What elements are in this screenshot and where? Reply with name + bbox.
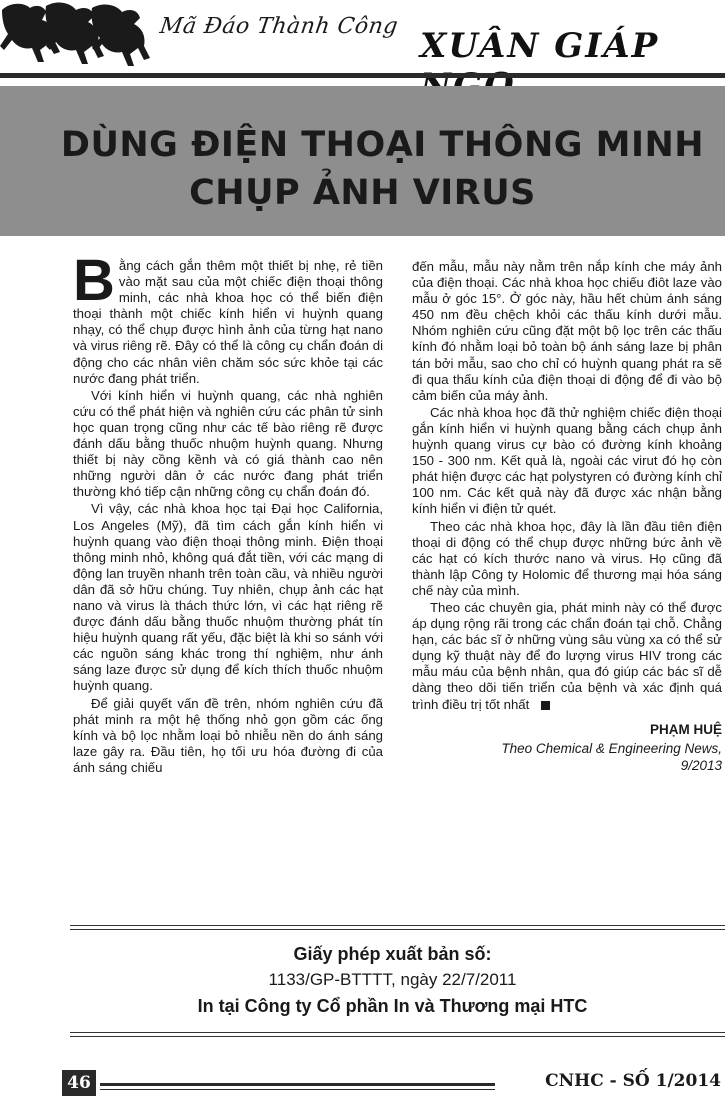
article-paragraph: Với kính hiển vi huỳnh quang, các nhà nghiên cứu có thể phát hiện và nghiên cứu các phân tử sinh học quan trọng cũng như các tế bào riêng rẽ được đánh dấu bằng thuốc nhuộm huỳnh quang. Nhưng thiết bị này cồng kềnh và có giá thành cao nên những người dân ở các nước đang phát triển thường khó tiếp cận những công cụ chẩn đoán đó.: [73, 387, 383, 500]
source-line-1: Theo Chemical & Engineering News,: [501, 740, 722, 756]
bottom-rule: [100, 1083, 495, 1086]
article-paragraph: Bằng cách gắn thêm một thiết bị nhẹ, rẻ tiền vào mặt sau của một chiếc điện thoại thông minh, các nhà khoa học có thể biến điện thoại thành một chiếc kính hiển vi huỳnh quang nhạy, có thể chụp được hình ảnh của từng hạt nano và virus riêng rẽ. Đây có thể là công cụ chẩn đoán di động cho các nhân viên chăm sóc sức khỏe tại các nước đang phát triển.: [73, 248, 383, 386]
article-paragraph: Theo các chuyên gia, phát minh này có thể được áp dụng rộng rãi trong các chẩn đoán tại chỗ. Chẳng hạn, các bác sĩ ở những vùng sâu vùng xa có thể sử dụng kỹ thuật này để đo lượng virus HIV trong các mẫu máu của bệnh nhân, qua đó giúp các bác sĩ dễ dàng theo dõi tiến triển của bệnh và xác định quá trình điều trị tốt nhất: [412, 599, 722, 712]
footer-divider: [70, 1032, 725, 1033]
header-slogan: Mã Đáo Thành Công: [158, 14, 400, 39]
author-byline: PHẠM HUỆ: [649, 721, 722, 737]
article-paragraph: Các nhà khoa học đã thử nghiệm chiếc điện thoại gắn kính hiển vi huỳnh quang bằng cách chụp ảnh huỳnh quang virus cự bào có đường kính khoảng 150 - 300 nm. Kết quả là, ngoài các virut đó họ còn phát hiện được các hạt polystyren có đường kính chỉ 100 nm. Các kết quả này đã được xác nhận bằng kính hiển vi điện tử quét.: [412, 404, 722, 517]
article-paragraph: Để giải quyết vấn đề trên, nhóm nghiên cứu đã phát minh ra một hệ thống nhỏ gọn gồm các ống kính và bộ lọc nhằm loại bỏ nhiễu nền do ánh sáng laze gây ra. Đầu tiên, họ tối ưu hóa đường đi của ánh sáng chiếu: [73, 695, 383, 775]
page-header: [0, 0, 725, 82]
printer-info: In tại Công ty Cổ phần In và Thương mại HTC: [197, 996, 588, 1016]
license-title: Giấy phép xuất bản số:: [293, 944, 492, 964]
page-number: 46: [62, 1070, 96, 1096]
article-paragraph: Theo các nhà khoa học, đây là lần đầu tiên điện thoại di động có thể chụp được những bức ảnh về các hạt có kích thước nano và virus. Họ cũng đã thành lập Công ty Holomic để thương mại hóa sáng chế này của mình.: [412, 518, 722, 598]
article-column-right: [412, 259, 722, 774]
galloping-horses-icon: [0, 0, 150, 66]
article-column-left: [73, 248, 383, 777]
footer-divider: [70, 1036, 725, 1037]
drop-cap: B: [73, 248, 115, 313]
article-paragraph: đến mẫu, mẫu này nằm trên nắp kính che máy ảnh của điện thoại. Các nhà khoa học chiếu điôt laze vào mẫu ở góc 15°. Ở góc này, hầu hết chùm ánh sáng 450 nm đều chệch khỏi các thấu kính dưới mẫu. Nhóm nghiên cứu cũng đặt một bộ lọc trên các thấu kính đó nhằm loại bỏ toàn bộ ánh sáng laze bị phân tán bởi mẫu, sao cho chỉ có huỳnh quang phát ra sẽ đi qua thấu kính của điện thoại di động để đi vào bộ cảm biến của máy ảnh.: [412, 259, 722, 403]
article-title-line-1: DÙNG ĐIỆN THOẠI THÔNG MINH: [60, 125, 705, 165]
footer-divider: [70, 925, 725, 926]
source-line-2: 9/2013: [680, 757, 722, 773]
issue-footer: CNHC - SỐ 1/2014: [545, 1071, 721, 1091]
article-source: [412, 740, 722, 774]
bottom-rule: [100, 1089, 495, 1090]
footer-divider: [70, 929, 725, 930]
article-paragraph: Vì vậy, các nhà khoa học tại Đại học California, Los Angeles (Mỹ), đã tìm cách gắn kính hiển vi huỳnh quang vào điện thoại thông minh. Điện thoại thông minh nhỏ, không quá đắt tiền, với các mạng di động lan truyền nhanh trên toàn cầu, và nhiều người dân đã sở hữu chúng. Tuy nhiên, chụp ảnh các hạt nano và virus là thách thức lớn, vì các hạt riêng rẽ được đánh dấu bằng thuốc nhuộm thường phát tín hiệu huỳnh quang rất yếu, đặc biệt là khi so sánh với các nguồn sáng khác trong thí nghiệm, như ánh sáng laze được sử dụng để kích thích thuốc nhuộm huỳnh quang.: [73, 501, 383, 694]
article-title-line-2: CHỤP ẢNH VIRUS: [189, 173, 536, 213]
end-of-article-icon: [541, 701, 550, 710]
header-divider: [0, 73, 725, 78]
issue-title: XUÂN GIÁP: [420, 26, 660, 66]
license-number: 1133/GP-BTTTT, ngày 22/7/2011: [268, 970, 517, 989]
